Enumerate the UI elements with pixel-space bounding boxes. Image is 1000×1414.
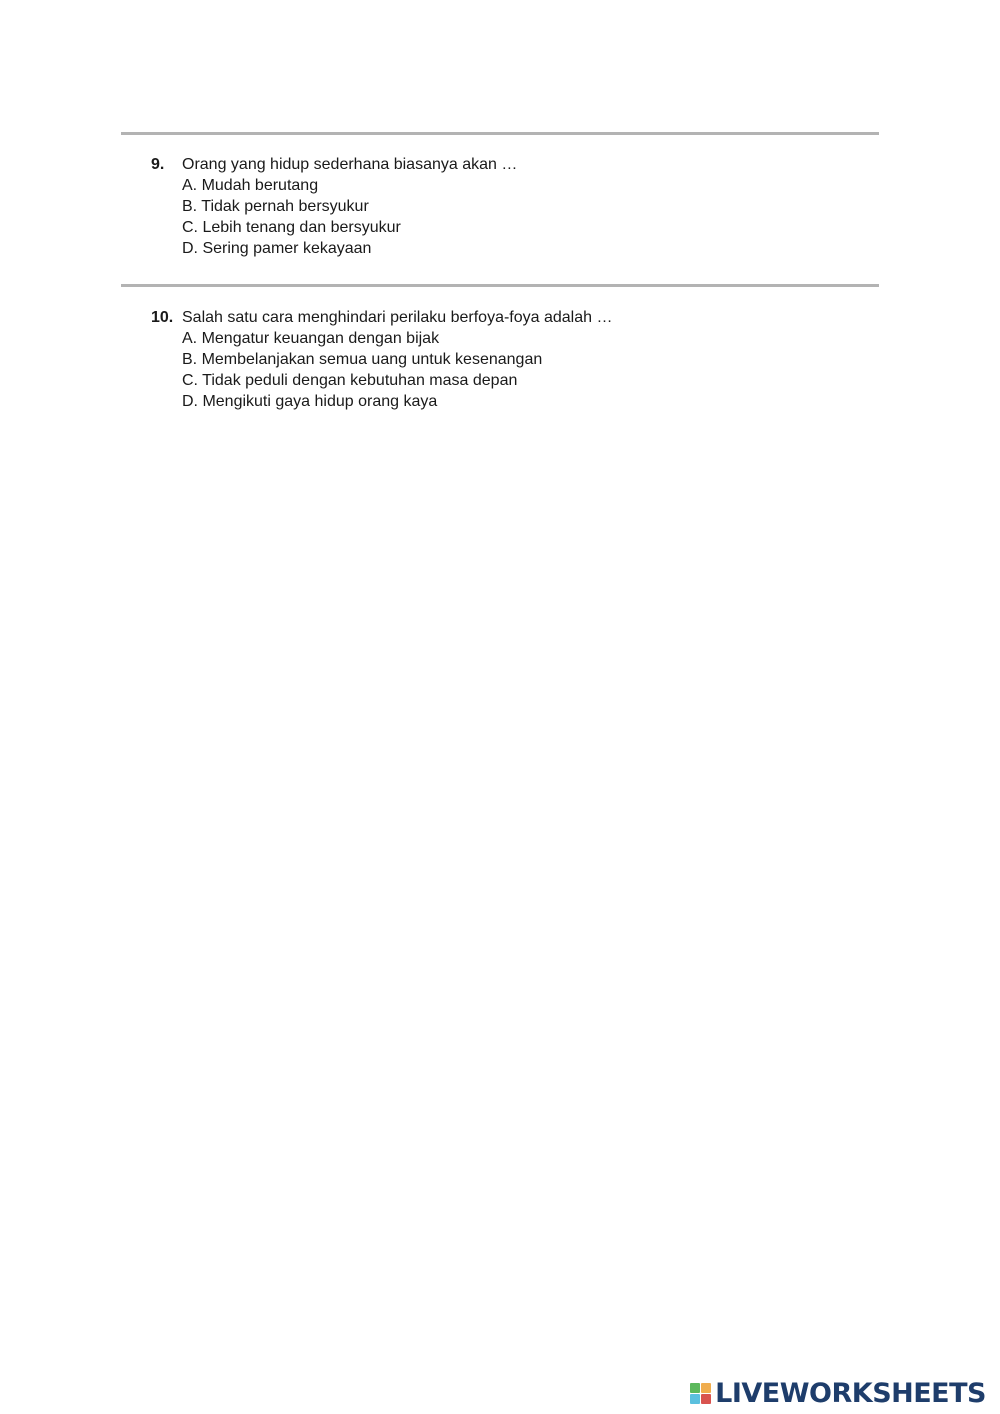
- logo-square-2: [701, 1383, 711, 1393]
- logo-square-1: [690, 1383, 700, 1393]
- liveworksheets-logo: [690, 1378, 986, 1408]
- option-b[interactable]: B. Membelanjakan semua uang untuk kesenangan: [182, 351, 543, 368]
- option-d[interactable]: D. Sering pamer kekayaan: [182, 240, 372, 257]
- option-d[interactable]: D. Mengikuti gaya hidup orang kaya: [182, 393, 438, 410]
- option-c[interactable]: C. Tidak peduli dengan kebutuhan masa depan: [182, 372, 518, 389]
- logo-square-4: [701, 1394, 711, 1404]
- question-9: [121, 154, 879, 259]
- question-text: Orang yang hidup sederhana biasanya akan …: [182, 156, 518, 173]
- logo-mark-icon: [690, 1383, 711, 1404]
- question-10: [121, 307, 879, 412]
- divider-top: [121, 132, 879, 135]
- question-number: 9.: [151, 156, 165, 173]
- question-text: Salah satu cara menghindari perilaku berfoya-foya adalah …: [182, 309, 613, 326]
- question-number: 10.: [151, 309, 174, 326]
- option-a[interactable]: A. Mudah berutang: [182, 177, 319, 194]
- option-a[interactable]: A. Mengatur keuangan dengan bijak: [182, 330, 440, 347]
- logo-wordmark: LIVEWORKSHEETS: [715, 1377, 986, 1409]
- divider-middle: [121, 284, 879, 287]
- option-c[interactable]: C. Lebih tenang dan bersyukur: [182, 219, 401, 236]
- option-b[interactable]: B. Tidak pernah bersyukur: [182, 198, 369, 215]
- logo-square-3: [690, 1394, 700, 1404]
